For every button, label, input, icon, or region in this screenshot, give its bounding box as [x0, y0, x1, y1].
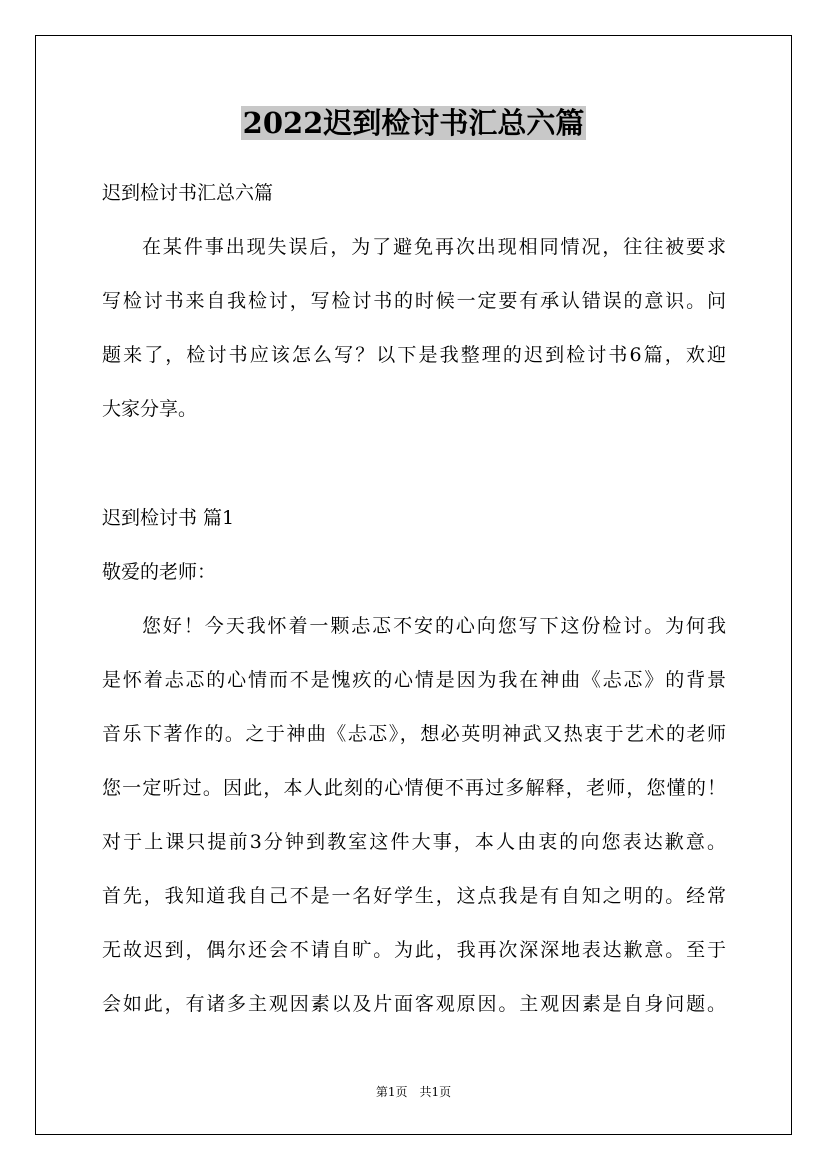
body-line: 音乐下著作的。之于神曲《忐忑》，想必英明神武又热衷于艺术的老师	[102, 723, 726, 745]
intro-line: 题来了，检讨书应该怎么写？以下是我整理的迟到检讨书6篇，欢迎	[102, 344, 726, 366]
body-line: 您好！今天我怀着一颗忐忑不安的心向您写下这份检讨。为何我	[142, 615, 726, 637]
body-line: 是怀着忐忑的心情而不是愧疚的心情是因为我在神曲《忐忑》的背景	[102, 669, 726, 691]
intro-line: 在某件事出现失误后，为了避免再次出现相同情况，往往被要求	[142, 236, 726, 258]
intro-line: 大家分享。	[102, 398, 198, 420]
page-footer: 第1页 共1页	[375, 1085, 452, 1099]
section-heading: 迟到检讨书 篇1	[102, 507, 235, 529]
document-title: 2022迟到检讨书汇总六篇	[242, 106, 585, 140]
body-line: 会如此，有诸多主观因素以及片面客观原因。主观因素是自身问题。	[102, 993, 726, 1015]
salutation: 敬爱的老师：	[102, 561, 217, 583]
body-line: 无故迟到，偶尔还会不请自旷。为此，我再次深深地表达歉意。至于	[102, 939, 726, 961]
body-line: 首先，我知道我自己不是一名好学生，这点我是有自知之明的。经常	[102, 885, 726, 907]
document-subtitle: 迟到检讨书汇总六篇	[102, 182, 274, 204]
intro-line: 写检讨书来自我检讨，写检讨书的时候一定要有承认错误的意识。问	[102, 290, 726, 312]
body-line: 您一定听过。因此，本人此刻的心情便不再过多解释，老师，您懂的！	[102, 777, 726, 799]
body-line: 对于上课只提前3分钟到教室这件大事，本人由衷的向您表达歉意。	[102, 831, 726, 853]
